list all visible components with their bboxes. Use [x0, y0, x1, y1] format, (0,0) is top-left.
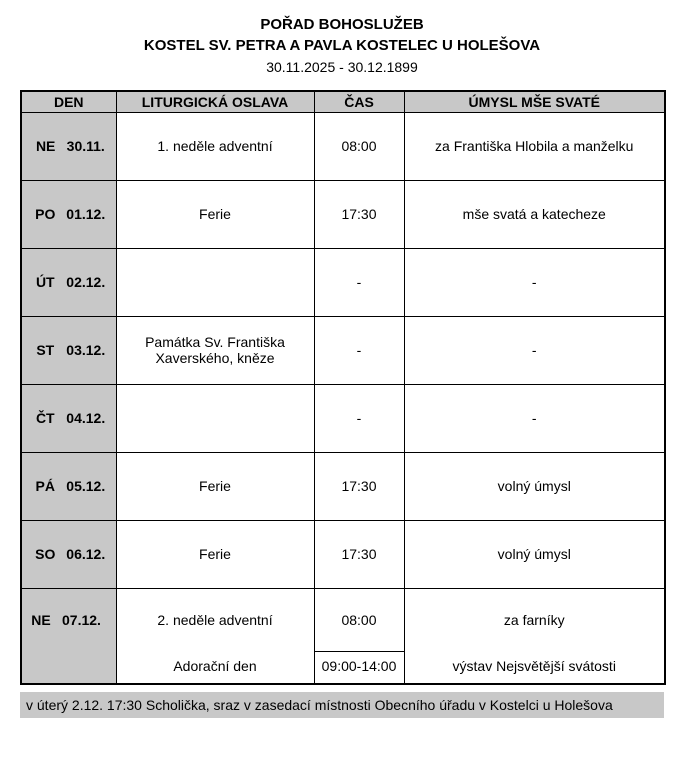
liturgy-cell: Ferie: [116, 180, 314, 248]
day-cell: [21, 520, 116, 588]
time-line-2: 09:00-14:00: [315, 651, 404, 681]
day-date: 07.12.: [62, 611, 101, 628]
intention-cell: -: [404, 316, 665, 384]
day-date: 01.12.: [66, 206, 106, 222]
time-cell: -: [314, 384, 404, 452]
intention-cell: -: [404, 248, 665, 316]
column-header-time: ČAS: [314, 91, 404, 112]
day-date: 02.12.: [66, 274, 106, 290]
day-date: 30.11.: [66, 138, 105, 154]
liturgy-cell: 1. neděle adventní: [116, 112, 314, 180]
day-cell: [21, 180, 116, 248]
table-header-row: [21, 91, 665, 112]
table-row: [21, 248, 665, 316]
day-cell: [21, 384, 116, 452]
day-cell: [21, 248, 116, 316]
column-header-den: DEN: [21, 91, 116, 112]
day-date: 05.12.: [66, 478, 106, 494]
date-range: 30.11.2025 - 30.12.1899: [266, 59, 418, 75]
time-cell: 17:30: [314, 452, 404, 520]
table-row: [21, 316, 665, 384]
church-name: KOSTEL SV. PETRA A PAVLA KOSTELEC U HOLEŠOVA: [143, 37, 541, 54]
table-row: [21, 588, 665, 684]
liturgy-cell: [116, 588, 314, 684]
day-abbr: ST: [36, 342, 55, 358]
day-date: 03.12.: [66, 342, 106, 358]
intention-line-1: za farníky: [503, 611, 565, 628]
day-abbr: NE: [35, 138, 56, 154]
liturgy-cell: [116, 248, 314, 316]
day-cell: [21, 588, 116, 684]
intention-cell: za Františka Hlobila a manželku: [404, 112, 665, 180]
table-row: [21, 180, 665, 248]
time-cell: 17:30: [314, 520, 404, 588]
intention-cell: [404, 588, 665, 684]
liturgy-line-1: 2. neděle adventní: [157, 611, 273, 628]
time-cell: -: [314, 248, 404, 316]
intention-cell: volný úmysl: [404, 452, 665, 520]
liturgy-cell: [116, 384, 314, 452]
day-abbr: SO: [35, 546, 56, 562]
day-date: 06.12.: [66, 546, 106, 562]
page-title: POŘAD BOHOSLUŽEB: [260, 16, 424, 33]
schedule-table: [20, 90, 666, 685]
table-row: [21, 520, 665, 588]
table-row: [21, 384, 665, 452]
intention-cell: volný úmysl: [404, 520, 665, 588]
day-cell: [21, 452, 116, 520]
table-row: [21, 112, 665, 180]
time-cell: 08:00: [314, 112, 404, 180]
liturgy-cell: Památka Sv. Františka Xaverského, kněze: [116, 316, 314, 384]
time-line-1: 08:00: [341, 611, 377, 628]
day-abbr: PO: [35, 206, 56, 222]
day-abbr: ČT: [35, 410, 55, 426]
table-row: [21, 452, 665, 520]
intention-line-2: výstav Nejsvětější svátosti: [452, 657, 616, 674]
day-abbr: NE: [31, 611, 51, 628]
day-date: 04.12.: [66, 410, 106, 426]
day-abbr: PÁ: [35, 478, 55, 494]
time-cell: 17:30: [314, 180, 404, 248]
liturgy-line-2: Adorační den: [173, 657, 257, 674]
document-header: [20, 14, 664, 77]
day-cell: [21, 316, 116, 384]
intention-cell: -: [404, 384, 665, 452]
day-abbr: ÚT: [35, 274, 55, 290]
time-cell: -: [314, 316, 404, 384]
column-header-liturgy: LITURGICKÁ OSLAVA: [116, 91, 314, 112]
footer-note: v úterý 2.12. 17:30 Scholička, sraz v zasedací místnosti Obecního úřadu v Kostelci u Holešova: [20, 692, 664, 718]
column-header-intention: ÚMYSL MŠE SVATÉ: [404, 91, 665, 112]
time-cell: [314, 588, 404, 684]
liturgy-cell: Ferie: [116, 520, 314, 588]
intention-cell: mše svatá a katecheze: [404, 180, 665, 248]
liturgy-cell: Ferie: [116, 452, 314, 520]
day-cell: [21, 112, 116, 180]
